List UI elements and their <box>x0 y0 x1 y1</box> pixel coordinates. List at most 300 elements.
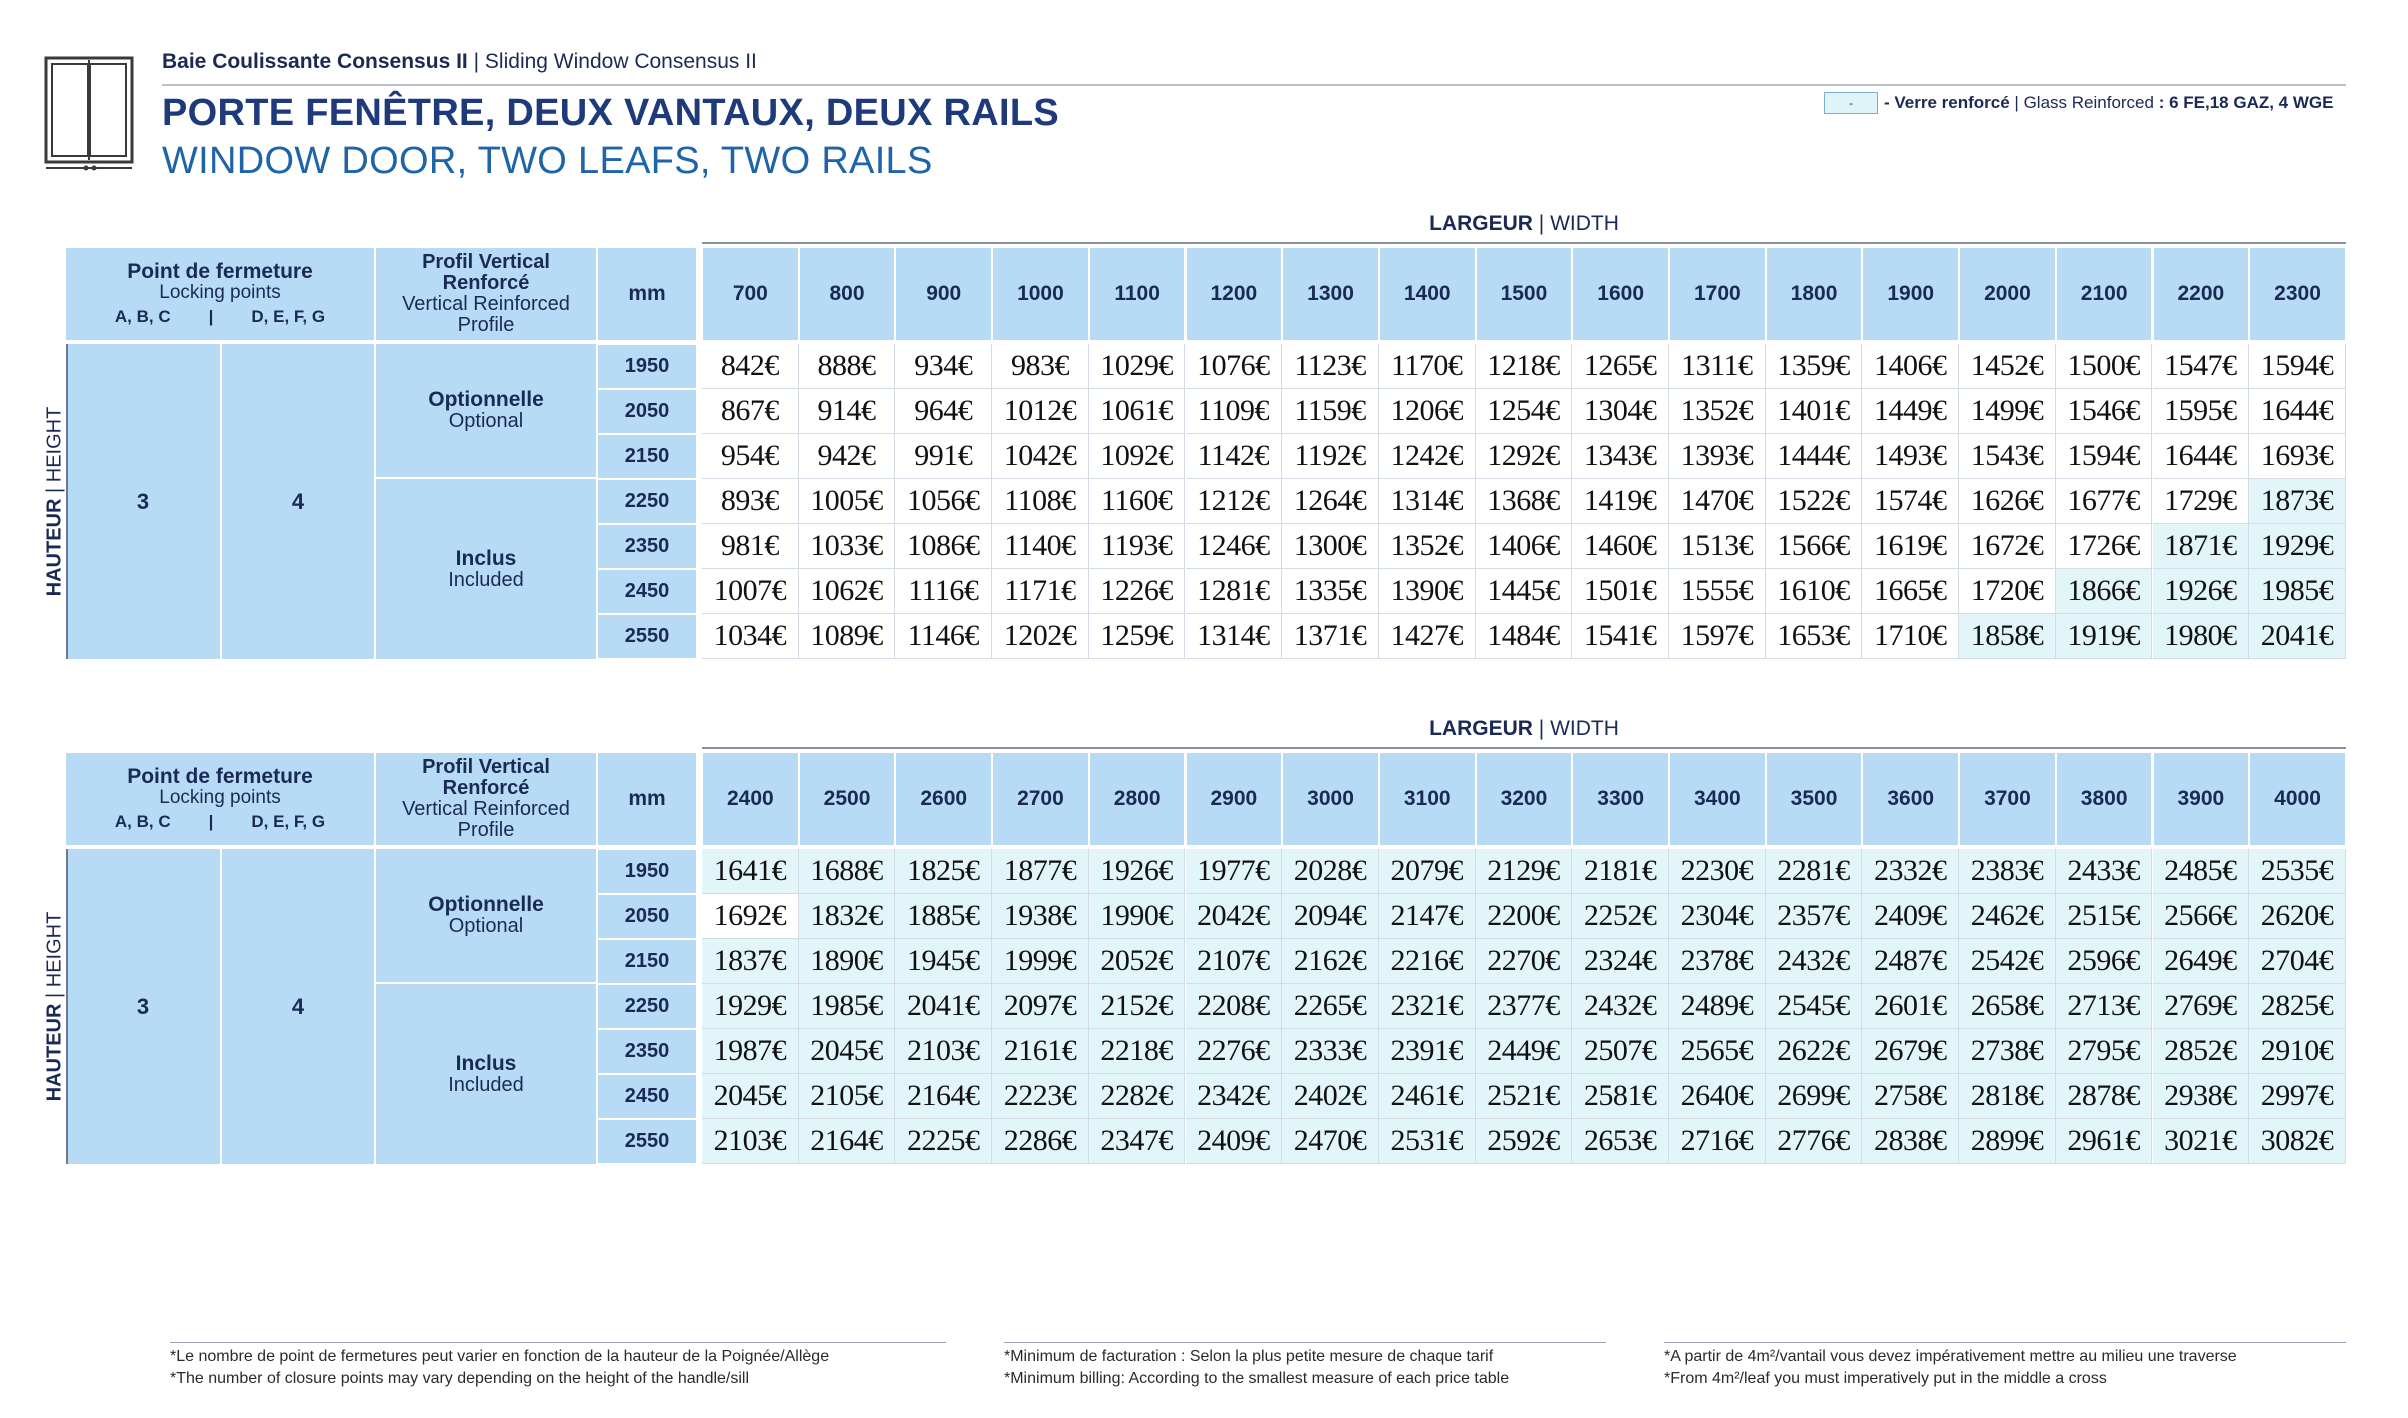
height-row-header: 1950 <box>598 345 696 388</box>
price-cell: 2449€ <box>1476 1029 1573 1074</box>
price-cell: 1866€ <box>2056 569 2153 614</box>
price-cell: 1619€ <box>1862 524 1959 569</box>
locking-points-header <box>66 753 374 845</box>
price-cell: 2601€ <box>1862 984 1959 1029</box>
price-cell: 1304€ <box>1572 389 1669 434</box>
price-cell: 2531€ <box>1379 1119 1476 1164</box>
price-cell: 1109€ <box>1186 389 1283 434</box>
price-cell: 2286€ <box>992 1119 1089 1164</box>
price-cell: 914€ <box>799 389 896 434</box>
price-cell: 2658€ <box>1959 984 2056 1029</box>
price-cell: 1012€ <box>992 389 1089 434</box>
price-cell: 2347€ <box>1089 1119 1186 1164</box>
price-cell: 1444€ <box>1766 434 1863 479</box>
price-cell: 2704€ <box>2249 939 2346 984</box>
price-cell: 2200€ <box>1476 894 1573 939</box>
price-cell: 2321€ <box>1379 984 1476 1029</box>
price-cell: 1007€ <box>702 569 799 614</box>
width-column-header: 3700 <box>1960 753 2055 845</box>
width-axis-rule <box>702 242 2346 244</box>
price-cell: 1160€ <box>1089 479 1186 524</box>
width-column-header: 1200 <box>1187 248 1282 340</box>
footnote-locking-en: *The number of closure points may vary depending on the height of the handle/sill <box>170 1370 750 1387</box>
price-cell: 2304€ <box>1669 894 1766 939</box>
price-cell: 1123€ <box>1282 344 1379 389</box>
price-cell: 954€ <box>702 434 799 479</box>
price-cell: 1171€ <box>992 569 1089 614</box>
width-column-header: 2100 <box>2057 248 2152 340</box>
price-cell: 1005€ <box>799 479 896 524</box>
width-column-header: 3000 <box>1283 753 1378 845</box>
price-cell: 1945€ <box>895 939 992 984</box>
legend-label-en: Glass Reinforced <box>2023 93 2154 112</box>
footnote-divider <box>1664 1342 2346 1343</box>
price-cell: 1641€ <box>702 849 799 894</box>
height-label-fr: HAUTEUR <box>43 498 66 596</box>
price-cell: 1594€ <box>2056 434 2153 479</box>
width-column-header: 1400 <box>1380 248 1475 340</box>
vertical-profile-title-fr-1: Profil Vertical <box>422 756 550 778</box>
height-row-header: 2550 <box>598 1120 696 1163</box>
price-cell: 2152€ <box>1089 984 1186 1029</box>
price-cell: 2878€ <box>2056 1074 2153 1119</box>
footnote-locking-fr: *Le nombre de point de fermetures peut varier en fonction de la hauteur de la Poignée/Allège <box>170 1348 830 1365</box>
price-cell: 1452€ <box>1959 344 2056 389</box>
profile-included-fr: Inclus <box>455 1051 517 1075</box>
price-cell: 2825€ <box>2249 984 2346 1029</box>
price-cell: 2041€ <box>2249 614 2346 659</box>
price-cell: 1193€ <box>1089 524 1186 569</box>
price-cell: 2041€ <box>895 984 992 1029</box>
price-cell: 2938€ <box>2153 1074 2250 1119</box>
price-cell: 2776€ <box>1766 1119 1863 1164</box>
height-label-en: HEIGHT <box>43 911 66 987</box>
price-cell: 2079€ <box>1379 849 1476 894</box>
price-cell: 1938€ <box>992 894 1089 939</box>
price-cell: 888€ <box>799 344 896 389</box>
price-cell: 1890€ <box>799 939 896 984</box>
price-cell: 2535€ <box>2249 849 2346 894</box>
vertical-profile-header <box>376 248 596 340</box>
header-divider <box>162 84 2346 86</box>
price-cell: 942€ <box>799 434 896 479</box>
price-cell: 1335€ <box>1282 569 1379 614</box>
width-column-header: 3100 <box>1380 753 1475 845</box>
price-cell: 983€ <box>992 344 1089 389</box>
price-cell: 1368€ <box>1476 479 1573 524</box>
width-column-header: 3800 <box>2057 753 2152 845</box>
price-cell: 1359€ <box>1766 344 1863 389</box>
price-cell: 1264€ <box>1282 479 1379 524</box>
locking-codes-separator: | <box>208 812 214 831</box>
legend-swatch: - <box>1824 92 1878 114</box>
price-cell: 1825€ <box>895 849 992 894</box>
price-cell: 2147€ <box>1379 894 1476 939</box>
price-cell: 1056€ <box>895 479 992 524</box>
price-cell: 1987€ <box>702 1029 799 1074</box>
price-cell: 2542€ <box>1959 939 2056 984</box>
locking-points-title-fr: Point de fermeture <box>127 765 313 788</box>
price-cell: 1140€ <box>992 524 1089 569</box>
locking-points-count-abc: 3 <box>66 344 220 659</box>
price-cell: 1980€ <box>2153 614 2250 659</box>
price-cell: 1086€ <box>895 524 992 569</box>
price-cell: 893€ <box>702 479 799 524</box>
price-cell: 2378€ <box>1669 939 1766 984</box>
width-column-header: 2300 <box>2250 248 2345 340</box>
price-cell: 2094€ <box>1282 894 1379 939</box>
mm-header: mm <box>598 753 696 845</box>
price-cell: 2103€ <box>895 1029 992 1074</box>
price-cell: 1314€ <box>1186 614 1283 659</box>
price-cell: 2281€ <box>1766 849 1863 894</box>
price-cell: 1311€ <box>1669 344 1766 389</box>
price-cell: 1218€ <box>1476 344 1573 389</box>
width-axis-title <box>702 717 2346 741</box>
price-cell: 2164€ <box>799 1119 896 1164</box>
width-label-fr: LARGEUR <box>1429 717 1533 740</box>
price-cell: 2162€ <box>1282 939 1379 984</box>
width-column-header: 1700 <box>1670 248 1765 340</box>
price-cell: 1352€ <box>1379 524 1476 569</box>
price-cell: 1574€ <box>1862 479 1959 524</box>
price-cell: 2181€ <box>1572 849 1669 894</box>
price-cell: 2679€ <box>1862 1029 1959 1074</box>
width-column-header: 2700 <box>993 753 1088 845</box>
price-cell: 1352€ <box>1669 389 1766 434</box>
price-cell: 1543€ <box>1959 434 2056 479</box>
height-row-header: 2450 <box>598 1075 696 1118</box>
price-cell: 1990€ <box>1089 894 1186 939</box>
vertical-profile-title-fr-1: Profil Vertical <box>422 251 550 273</box>
price-cell: 2545€ <box>1766 984 1863 1029</box>
price-cell: 1393€ <box>1669 434 1766 479</box>
price-cell: 1546€ <box>2056 389 2153 434</box>
footnote-billing-fr: *Minimum de facturation : Selon la plus petite mesure de chaque tarif <box>1004 1348 1494 1365</box>
price-cell: 1371€ <box>1282 614 1379 659</box>
price-cell: 1595€ <box>2153 389 2250 434</box>
price-cell: 2596€ <box>2056 939 2153 984</box>
price-cell: 1192€ <box>1282 434 1379 479</box>
width-axis-title <box>702 212 2346 236</box>
price-cell: 1547€ <box>2153 344 2250 389</box>
vertical-profile-title-en-2: Profile <box>457 819 515 841</box>
locking-points-title-en: Locking points <box>159 787 281 808</box>
legend-separator: | <box>2014 93 2019 112</box>
locking-codes-b: D, E, F, G <box>251 812 326 831</box>
price-cell: 1406€ <box>1862 344 1959 389</box>
price-cell: 2342€ <box>1186 1074 1283 1119</box>
legend-label-fr: - Verre renforcé <box>1884 93 2010 112</box>
price-cell: 1265€ <box>1572 344 1669 389</box>
price-cell: 1555€ <box>1669 569 1766 614</box>
price-cell: 2103€ <box>702 1119 799 1164</box>
price-cell: 1246€ <box>1186 524 1283 569</box>
price-cell: 2164€ <box>895 1074 992 1119</box>
price-cell: 2161€ <box>992 1029 1089 1074</box>
vertical-profile-title-en-1: Vertical Reinforced <box>402 293 570 315</box>
profile-included-cell <box>376 479 596 659</box>
vertical-profile-title-fr-2: Renforcé <box>442 272 530 294</box>
price-cell: 1202€ <box>992 614 1089 659</box>
price-cell: 2738€ <box>1959 1029 2056 1074</box>
width-column-header: 2900 <box>1187 753 1282 845</box>
price-cell: 1541€ <box>1572 614 1669 659</box>
price-cell: 2391€ <box>1379 1029 1476 1074</box>
width-column-header: 2800 <box>1090 753 1185 845</box>
price-cell: 2252€ <box>1572 894 1669 939</box>
price-cell: 1644€ <box>2249 389 2346 434</box>
price-cell: 1871€ <box>2153 524 2250 569</box>
price-cell: 1672€ <box>1959 524 2056 569</box>
legend <box>1824 90 2333 116</box>
price-cell: 1873€ <box>2249 479 2346 524</box>
locking-points-count-defg: 4 <box>222 849 374 1164</box>
width-column-header: 2200 <box>2154 248 2249 340</box>
price-cell: 2377€ <box>1476 984 1573 1029</box>
price-cell: 2653€ <box>1572 1119 1669 1164</box>
width-label-fr: LARGEUR <box>1429 212 1533 235</box>
price-cell: 2218€ <box>1089 1029 1186 1074</box>
width-label-separator: | <box>1538 717 1545 740</box>
price-cell: 1688€ <box>799 849 896 894</box>
price-cell: 1281€ <box>1186 569 1283 614</box>
price-cell: 1885€ <box>895 894 992 939</box>
product-name-en: Sliding Window Consensus II <box>484 50 757 73</box>
locking-points-title-en: Locking points <box>159 282 281 303</box>
price-cell: 934€ <box>895 344 992 389</box>
width-column-header: 1900 <box>1863 248 1958 340</box>
price-cell: 1513€ <box>1669 524 1766 569</box>
width-column-header: 700 <box>703 248 798 340</box>
price-cell: 2265€ <box>1282 984 1379 1029</box>
locking-points-count-abc: 3 <box>66 849 220 1164</box>
price-cell: 2515€ <box>2056 894 2153 939</box>
height-axis-rule <box>66 344 68 659</box>
price-cell: 1610€ <box>1766 569 1863 614</box>
price-cell: 1522€ <box>1766 479 1863 524</box>
locking-point-codes <box>115 812 325 832</box>
profile-optional-fr: Optionnelle <box>428 388 544 411</box>
price-cell: 1142€ <box>1186 434 1283 479</box>
price-cell: 1061€ <box>1089 389 1186 434</box>
product-name-fr: Baie Coulissante Consensus II <box>162 50 468 73</box>
price-cell: 1292€ <box>1476 434 1573 479</box>
footnote-crossbar <box>1664 1346 2237 1390</box>
price-cell: 2961€ <box>2056 1119 2153 1164</box>
price-cell: 2470€ <box>1282 1119 1379 1164</box>
price-cell: 2042€ <box>1186 894 1283 939</box>
price-cell: 1692€ <box>702 894 799 939</box>
price-cell: 2433€ <box>2056 849 2153 894</box>
price-cell: 1343€ <box>1572 434 1669 479</box>
height-label-separator: | <box>43 992 66 998</box>
width-axis-rule <box>702 747 2346 749</box>
price-cell: 1653€ <box>1766 614 1863 659</box>
price-cell: 1729€ <box>2153 479 2250 524</box>
width-column-header: 3900 <box>2154 753 2249 845</box>
width-column-header: 1600 <box>1573 248 1668 340</box>
price-cell: 1242€ <box>1379 434 1476 479</box>
price-cell: 2640€ <box>1669 1074 1766 1119</box>
profile-optional-en: Optional <box>448 915 524 937</box>
vertical-profile-title-en-1: Vertical Reinforced <box>402 798 570 820</box>
price-cell: 1926€ <box>2153 569 2250 614</box>
price-cell: 991€ <box>895 434 992 479</box>
price-cell: 1710€ <box>1862 614 1959 659</box>
vertical-profile-title-en-2: Profile <box>457 314 515 336</box>
locking-codes-separator: | <box>208 307 214 326</box>
locking-codes-a: A, B, C <box>114 812 171 831</box>
footnote-divider <box>1004 1342 1606 1343</box>
footnote-locking <box>170 1346 829 1390</box>
price-cell: 1206€ <box>1379 389 1476 434</box>
product-separator: | <box>473 50 480 73</box>
price-cell: 2620€ <box>2249 894 2346 939</box>
price-cell: 1677€ <box>2056 479 2153 524</box>
profile-optional-cell <box>376 344 596 477</box>
height-label-separator: | <box>43 487 66 493</box>
price-cell: 2910€ <box>2249 1029 2346 1074</box>
width-label-separator: | <box>1538 212 1545 235</box>
locking-codes-b: D, E, F, G <box>251 307 326 326</box>
price-cell: 2324€ <box>1572 939 1669 984</box>
footnote-billing-en: *Minimum billing: According to the smallest measure of each price table <box>1004 1370 1510 1387</box>
price-cell: 1985€ <box>799 984 896 1029</box>
price-cell: 1470€ <box>1669 479 1766 524</box>
price-cell: 1390€ <box>1379 569 1476 614</box>
price-cell: 964€ <box>895 389 992 434</box>
footnote-crossbar-fr: *A partir de 4m²/vantail vous devez impérativement mettre au milieu une traverse <box>1664 1348 2237 1365</box>
price-cell: 2566€ <box>2153 894 2250 939</box>
price-cell: 1720€ <box>1959 569 2056 614</box>
price-cell: 2333€ <box>1282 1029 1379 1074</box>
profile-included-cell <box>376 984 596 1164</box>
price-cell: 1929€ <box>2249 524 2346 569</box>
width-label-en: WIDTH <box>1550 717 1619 740</box>
height-label-fr: HAUTEUR <box>43 1003 66 1101</box>
locking-points-header <box>66 248 374 340</box>
sliding-window-icon <box>44 56 134 176</box>
footnote-divider <box>170 1342 946 1343</box>
price-cell: 1837€ <box>702 939 799 984</box>
price-cell: 1926€ <box>1089 849 1186 894</box>
height-row-header: 2550 <box>598 615 696 658</box>
price-cell: 2716€ <box>1669 1119 1766 1164</box>
width-column-header: 1000 <box>993 248 1088 340</box>
price-cell: 1665€ <box>1862 569 1959 614</box>
price-cell: 2461€ <box>1379 1074 1476 1119</box>
page-title-en: WINDOW DOOR, TWO LEAFS, TWO RAILS <box>162 140 933 182</box>
width-column-header: 2400 <box>703 753 798 845</box>
price-cell: 2332€ <box>1862 849 1959 894</box>
price-cell: 2487€ <box>1862 939 1959 984</box>
price-cell: 1566€ <box>1766 524 1863 569</box>
price-cell: 2383€ <box>1959 849 2056 894</box>
price-cell: 2489€ <box>1669 984 1766 1029</box>
price-cell: 1693€ <box>2249 434 2346 479</box>
price-cell: 2107€ <box>1186 939 1283 984</box>
price-cell: 1089€ <box>799 614 896 659</box>
page-title-fr: PORTE FENÊTRE, DEUX VANTAUX, DEUX RAILS <box>162 92 1060 134</box>
price-cell: 1170€ <box>1379 344 1476 389</box>
price-cell: 2409€ <box>1186 1119 1283 1164</box>
price-cell: 1212€ <box>1186 479 1283 524</box>
price-cell: 1401€ <box>1766 389 1863 434</box>
height-row-header: 2150 <box>598 435 696 478</box>
width-column-header: 3300 <box>1573 753 1668 845</box>
price-cell: 1159€ <box>1282 389 1379 434</box>
width-column-header: 3200 <box>1477 753 1572 845</box>
height-axis-rule <box>66 849 68 1164</box>
price-cell: 1092€ <box>1089 434 1186 479</box>
price-cell: 2565€ <box>1669 1029 1766 1074</box>
price-cell: 1977€ <box>1186 849 1283 894</box>
width-column-header: 1300 <box>1283 248 1378 340</box>
price-cell: 2432€ <box>1572 984 1669 1029</box>
profile-optional-fr: Optionnelle <box>428 893 544 916</box>
product-line <box>162 50 757 74</box>
price-cell: 2581€ <box>1572 1074 1669 1119</box>
price-cell: 1259€ <box>1089 614 1186 659</box>
price-cell: 2795€ <box>2056 1029 2153 1074</box>
price-cell: 1108€ <box>992 479 1089 524</box>
price-cell: 1493€ <box>1862 434 1959 479</box>
price-cell: 2216€ <box>1379 939 1476 984</box>
profile-included-en: Included <box>448 568 524 591</box>
price-cell: 2699€ <box>1766 1074 1863 1119</box>
width-column-header: 1100 <box>1090 248 1185 340</box>
price-cell: 2045€ <box>702 1074 799 1119</box>
price-cell: 2129€ <box>1476 849 1573 894</box>
price-cell: 1449€ <box>1862 389 1959 434</box>
price-cell: 1029€ <box>1089 344 1186 389</box>
footnote-crossbar-en: *From 4m²/leaf you must imperatively put in the middle a cross <box>1664 1370 2107 1387</box>
width-column-header: 3600 <box>1863 753 1958 845</box>
profile-optional-cell <box>376 849 596 982</box>
width-column-header: 900 <box>896 248 991 340</box>
height-label-en: HEIGHT <box>43 406 66 482</box>
height-axis-label <box>44 406 67 596</box>
vertical-profile-header <box>376 753 596 845</box>
price-cell: 2052€ <box>1089 939 1186 984</box>
footnote-billing <box>1004 1346 1509 1390</box>
price-cell: 1033€ <box>799 524 896 569</box>
price-cell: 1419€ <box>1572 479 1669 524</box>
price-cell: 1597€ <box>1669 614 1766 659</box>
price-cell: 1484€ <box>1476 614 1573 659</box>
price-cell: 2521€ <box>1476 1074 1573 1119</box>
price-cell: 2282€ <box>1089 1074 1186 1119</box>
price-cell: 842€ <box>702 344 799 389</box>
width-column-header: 4000 <box>2250 753 2345 845</box>
height-row-header: 2450 <box>598 570 696 613</box>
width-column-header: 2000 <box>1960 248 2055 340</box>
vertical-profile-title-fr-2: Renforcé <box>442 777 530 799</box>
price-cell: 2838€ <box>1862 1119 1959 1164</box>
price-cell: 2276€ <box>1186 1029 1283 1074</box>
price-cell: 1726€ <box>2056 524 2153 569</box>
width-column-header: 1800 <box>1767 248 1862 340</box>
price-cell: 1985€ <box>2249 569 2346 614</box>
height-row-header: 2350 <box>598 525 696 568</box>
legend-spec: : 6 FE,18 GAZ, 4 WGE <box>2158 93 2334 112</box>
price-cell: 1042€ <box>992 434 1089 479</box>
price-cell: 1076€ <box>1186 344 1283 389</box>
price-cell: 1929€ <box>702 984 799 1029</box>
height-row-header: 2350 <box>598 1030 696 1073</box>
price-cell: 1445€ <box>1476 569 1573 614</box>
